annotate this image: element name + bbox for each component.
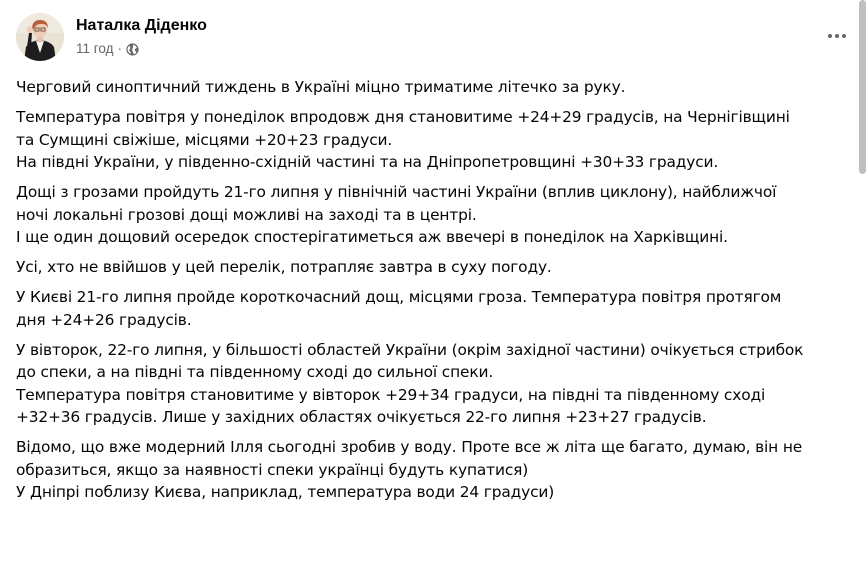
- more-horizontal-icon-dot: [842, 34, 846, 38]
- avatar[interactable]: [16, 13, 64, 61]
- author-name[interactable]: Наталка Діденко: [76, 17, 207, 34]
- post-line: У Дніпрі поблизу Києва, наприклад, температура води 24 градуси): [16, 483, 555, 501]
- post-meta: [76, 15, 207, 58]
- post-line: Усі, хто не ввійшов у цей перелік, потрапляє завтра в суху погоду.: [16, 258, 552, 276]
- avatar-photo: [16, 13, 64, 61]
- post-paragraph: [16, 339, 854, 429]
- post-paragraph: [16, 106, 854, 174]
- post-line: Температура повітря становитиме у вівторок +29+34 градуси, на півдні та південному сході: [16, 385, 766, 404]
- globe-icon[interactable]: [126, 43, 139, 56]
- post-line: У Києві 21-го липня пройде короткочасний дощ, місцями гроза. Температура повітря протягом: [16, 288, 782, 306]
- more-horizontal-icon-dot: [828, 34, 832, 38]
- post-line: до спеки, а на півдні та південному сході до сильної спеки.: [16, 363, 494, 381]
- post-body: [16, 76, 854, 511]
- post-line: Черговий синоптичний тиждень в Україні міцно триматиме літечко за руку.: [16, 78, 626, 96]
- post-line: Відомо, що вже модерний Ілля сьогодні зробив у воду. Проте все ж літа ще багато, думаю, він не: [16, 438, 803, 456]
- post-line: та Сумщині свіжіше, місцями +20+23 градуси.: [16, 130, 393, 149]
- more-options-button[interactable]: [822, 26, 852, 46]
- post-line: +32+36 градусів. Лише у західних областях очікується 22-го липня +23+27 градусів.: [16, 408, 707, 426]
- separator-dot: ·: [117, 41, 122, 56]
- post-line: У вівторок, 22-го липня, у більшості областей України (окрім західної частини) очікується стрибок: [16, 340, 804, 359]
- post-line: На півдні України, у південно-східній частині та на Дніпропетровщині +30+33 градуси.: [16, 153, 719, 171]
- post-paragraph: [16, 76, 854, 99]
- post-line: Температура повітря у понеділок впродовж дня становитиме +24+29 градусів, на Чернігівщині: [16, 108, 790, 126]
- post-line: образиться, якщо за наявності спеки українці будуть купатися): [16, 460, 529, 479]
- post-paragraph: [16, 436, 854, 504]
- post-line: І ще один дощовий осередок спостерігатиметься аж ввечері в понеділок на Харківщині.: [16, 228, 728, 246]
- post-paragraph: [16, 286, 854, 331]
- scrollbar-thumb[interactable]: [859, 0, 866, 174]
- post-line: дня +24+26 градусів.: [16, 310, 192, 329]
- post-line: Дощі з грозами пройдуть 21-го липня у північній частині України (вплив циклону), найближчої: [16, 183, 777, 201]
- post-header: [16, 13, 207, 61]
- post-timestamp[interactable]: 11 год: [76, 41, 114, 56]
- post-subline: [76, 40, 207, 58]
- post-line: ночі локальні грозові дощі можливі на заході та в центрі.: [16, 205, 477, 224]
- more-horizontal-icon-dot: [835, 34, 839, 38]
- post-paragraph: [16, 256, 854, 279]
- post-paragraph: [16, 181, 854, 249]
- scrollbar[interactable]: [858, 0, 866, 565]
